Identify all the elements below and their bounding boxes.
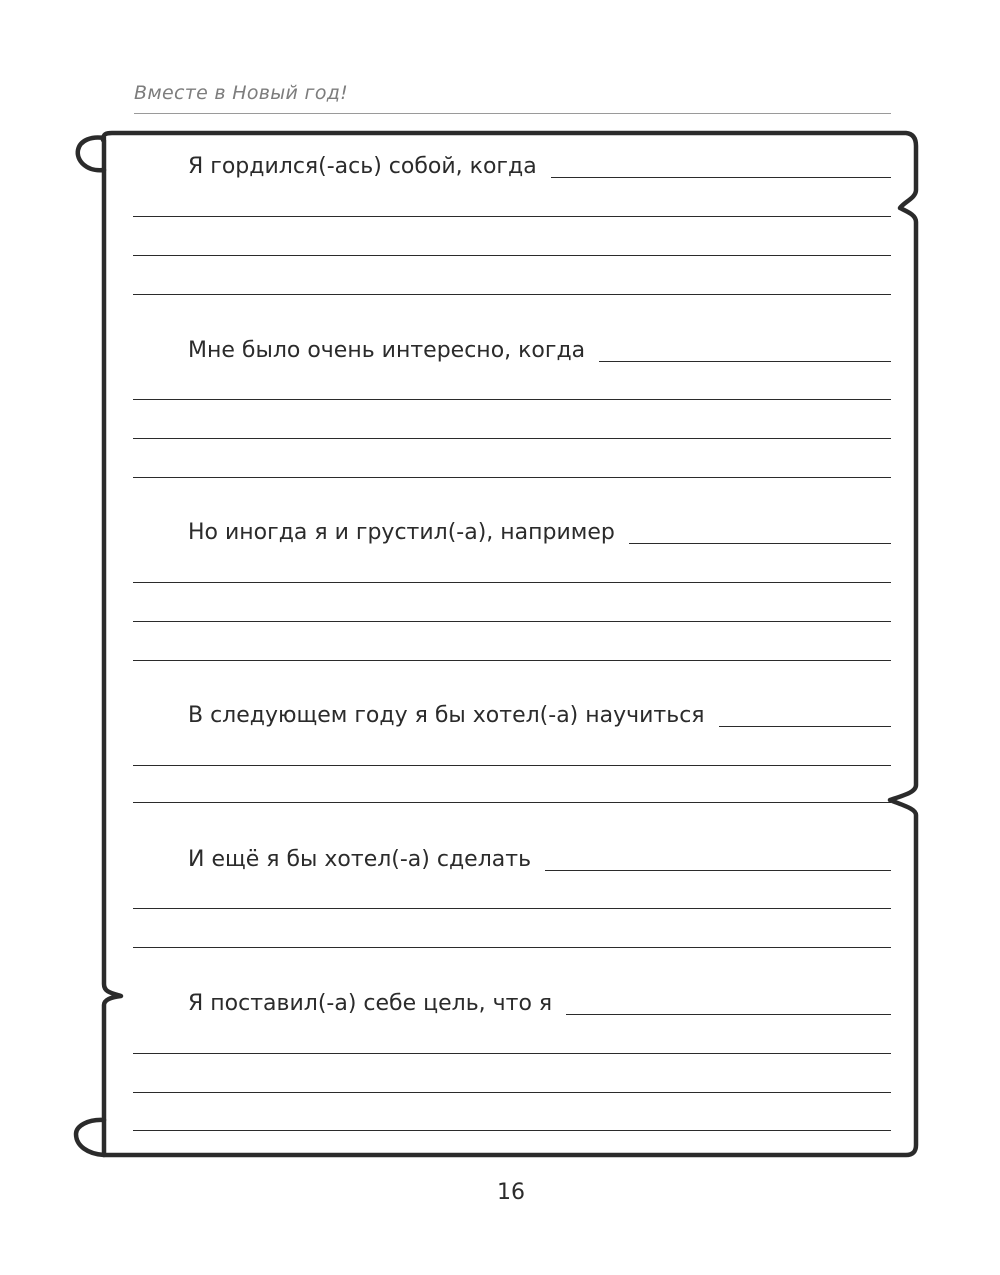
prompt-row-sad [188,516,891,546]
prompt-row-do [188,843,891,873]
answer-line[interactable] [133,908,891,909]
answer-line[interactable] [133,216,891,217]
prompt-text: Я поставил(-а) себе цель, что я [188,991,553,1016]
answer-line[interactable] [566,1014,891,1015]
prompt-row-learn [188,699,891,729]
answer-line[interactable] [133,294,891,295]
prompt-row-interesting [188,334,891,364]
running-header-title: Вместе в Новый год! [134,82,349,104]
answer-line[interactable] [133,765,891,766]
answer-line[interactable] [133,621,891,622]
page-number: 16 [497,1180,525,1205]
answer-line[interactable] [133,1130,891,1131]
answer-line[interactable] [133,802,891,803]
answer-line[interactable] [133,660,891,661]
answer-line[interactable] [629,543,891,544]
prompt-text: Но иногда я и грустил(-а), например [188,520,615,545]
prompt-text: Я гордился(-ась) собой, когда [188,154,537,179]
answer-line[interactable] [551,177,891,178]
scroll-curl-bottom [76,1120,104,1155]
answer-line[interactable] [133,947,891,948]
prompt-row-goal [188,987,891,1017]
answer-line[interactable] [133,399,891,400]
prompt-text: Мне было очень интересно, когда [188,338,586,363]
answer-line[interactable] [599,361,891,362]
answer-line[interactable] [133,1092,891,1093]
scroll-curl-top [78,138,104,171]
prompt-text: И ещё я бы хотел(-а) сделать [188,847,532,872]
answer-line[interactable] [133,255,891,256]
answer-line[interactable] [133,438,891,439]
answer-line[interactable] [719,726,891,727]
answer-line[interactable] [133,582,891,583]
prompt-text: В следующем году я бы хотел(-а) научиться [188,703,705,728]
answer-line[interactable] [133,1053,891,1054]
answer-line[interactable] [133,477,891,478]
prompt-row-proud [188,150,891,180]
answer-line[interactable] [545,870,891,871]
